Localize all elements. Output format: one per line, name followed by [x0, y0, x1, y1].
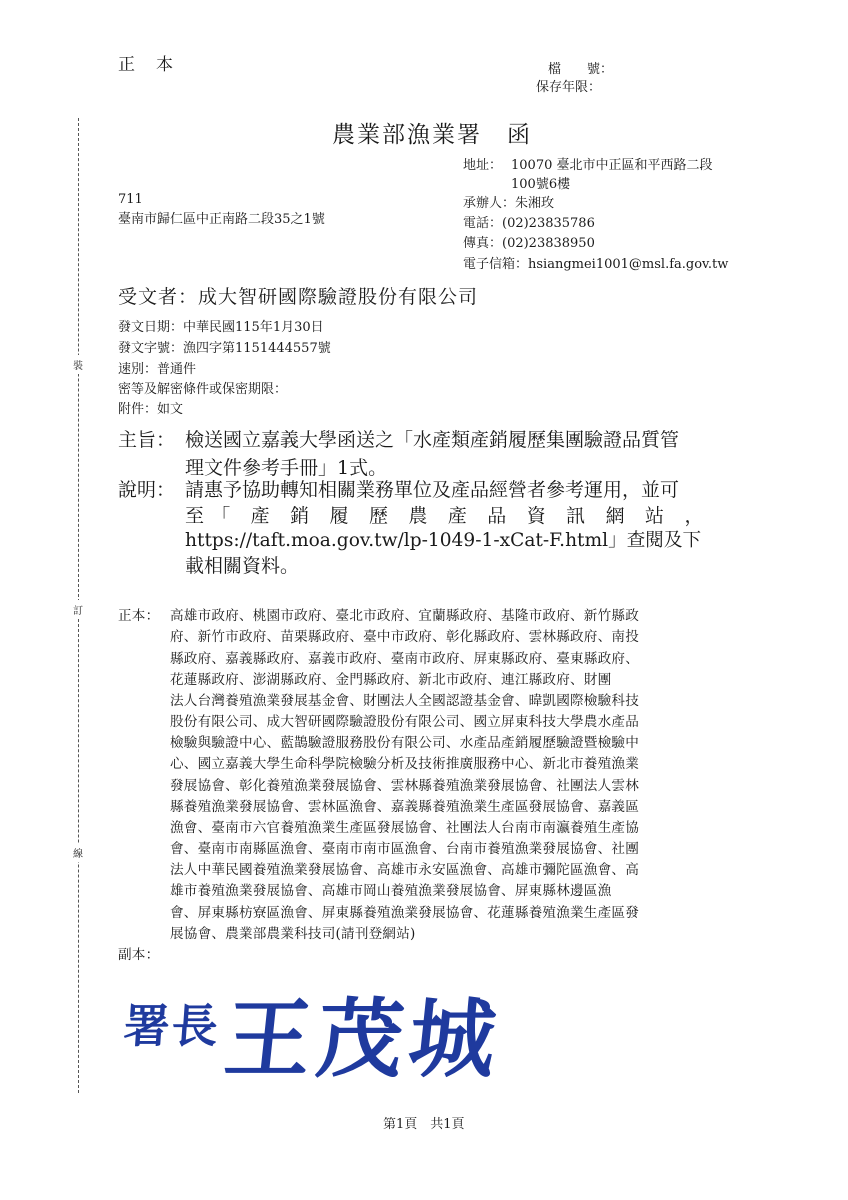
recipient-address: 臺南市歸仁區中正南路二段35之1號 — [118, 212, 325, 227]
distribution-line: 府、新竹市政府、苗栗縣政府、臺中市政府、彰化縣政府、雲林縣政府、南投 — [170, 629, 639, 645]
secrecy-level: 密等及解密條件或保密期限： — [118, 382, 288, 397]
distribution-line: 縣政府、嘉義縣政府、嘉義市政府、臺南市政府、屏東縣政府、臺東縣政府、 — [170, 651, 639, 667]
delivery-speed: 速別：普通件 — [118, 362, 197, 377]
document-title: 農業部漁業署 函 — [332, 122, 532, 148]
email: 電子信箱：hsiangmei1001@msl.fa.gov.tw — [463, 257, 729, 272]
original-recipients-label: 正本： — [118, 608, 160, 624]
subject-line-2: 理文件參考手冊」1式。 — [185, 457, 388, 479]
binding-mark-xian: 線 — [70, 843, 86, 862]
distribution-line: 縣養殖漁業發展協會、雲林區漁會、嘉義縣養殖漁業生產區發展協會、嘉義區 — [170, 799, 639, 815]
retention-label: 保存年限： — [536, 80, 602, 95]
explanation-label: 說明： — [118, 479, 176, 501]
distribution-line: 花蓮縣政府、澎湖縣政府、金門縣政府、新北市政府、連江縣政府、財團 — [170, 672, 612, 688]
signature-title: 署長 — [121, 999, 222, 1053]
phone: 電話：(02)23835786 — [463, 216, 595, 231]
receiver: 受文者：成大智研國際驗證股份有限公司 — [118, 286, 479, 308]
distribution-line: 股份有限公司、成大智研國際驗證股份有限公司、國立屏東科技大學農水產品 — [170, 714, 639, 730]
explanation-line-4: 載相關資料。 — [185, 555, 300, 577]
sender-address-line1: 10070 臺北市中正區和平西路二段 — [511, 158, 713, 173]
distribution-line: 會、臺南市南縣區漁會、臺南市南市區漁會、台南市養殖漁業發展協會、社團 — [170, 841, 639, 857]
sender-address-line2: 100號6樓 — [511, 177, 571, 192]
distribution-line: 會、屏東縣枋寮區漁會、屏東縣養殖漁業發展協會、花蓮縣養殖漁業生產區發 — [170, 905, 639, 921]
distribution-line: 法人台灣養殖漁業發展基金會、財團法人全國認證基金會、暐凱國際檢驗科技 — [170, 693, 639, 709]
fax: 傳真：(02)23838950 — [463, 236, 595, 251]
postal-code: 711 — [118, 192, 143, 207]
page-number: 第1頁 共1頁 — [383, 1117, 465, 1132]
explanation-line-2: 至「 產 銷 履 歷 農 產 品 資 訊 網 站 ， — [185, 505, 711, 527]
subject-line-1: 檢送國立嘉義大學函送之「水產類產銷履歷集團驗證品質管 — [185, 429, 680, 451]
attachment: 附件：如文 — [118, 402, 184, 417]
contact-person: 承辦人：朱湘玫 — [463, 196, 555, 211]
distribution-line: 漁會、臺南市六官養殖漁業生產區發展協會、社團法人台南市南瀛養殖生產協 — [170, 820, 639, 836]
distribution-line: 展協會、農業部農業科技司(請刊登網站) — [170, 926, 416, 942]
distribution-line: 檢驗與驗證中心、藍鵲驗證服務股份有限公司、水產品產銷履歷驗證暨檢驗中 — [170, 735, 639, 751]
distribution-line: 法人中華民國養殖漁業發展協會、高雄市永安區漁會、高雄市彌陀區漁會、高 — [170, 862, 639, 878]
explanation-line-3: https://taft.moa.gov.tw/lp-1049-1-xCat-F.html」查閱及下 — [185, 530, 702, 551]
distribution-line: 雄市養殖漁業發展協會、高雄市岡山養殖漁業發展協會、屏東縣林邊區漁 — [170, 883, 612, 899]
file-number-label: 檔 號： — [548, 62, 614, 77]
distribution-line: 心、國立嘉義大學生命科學院檢驗分析及技術推廣服務中心、新北市養殖漁業 — [170, 756, 639, 772]
distribution-line: 發展協會、彰化養殖漁業發展協會、雲林縣養殖漁業發展協會、社團法人雲林 — [170, 778, 639, 794]
copy-label: 正 本 — [118, 55, 175, 75]
issue-date: 發文日期：中華民國115年1月30日 — [118, 320, 324, 335]
signature-name: 王茂城 — [219, 990, 507, 1090]
subject-label: 主旨： — [118, 429, 176, 451]
explanation-line-1: 請惠予協助轉知相關業務單位及產品經營者參考運用，並可 — [185, 479, 680, 501]
binding-mark-zhuang: 裝 — [70, 355, 86, 374]
sender-address-label: 地址： — [463, 158, 503, 173]
document-number: 發文字號：漁四字第1151444557號 — [118, 341, 331, 356]
copy-recipients-label: 副本： — [118, 947, 160, 963]
binding-mark-ding: 訂 — [70, 600, 86, 619]
distribution-line: 高雄市政府、桃園市政府、臺北市政府、宜蘭縣政府、基隆市政府、新竹縣政 — [170, 608, 639, 624]
